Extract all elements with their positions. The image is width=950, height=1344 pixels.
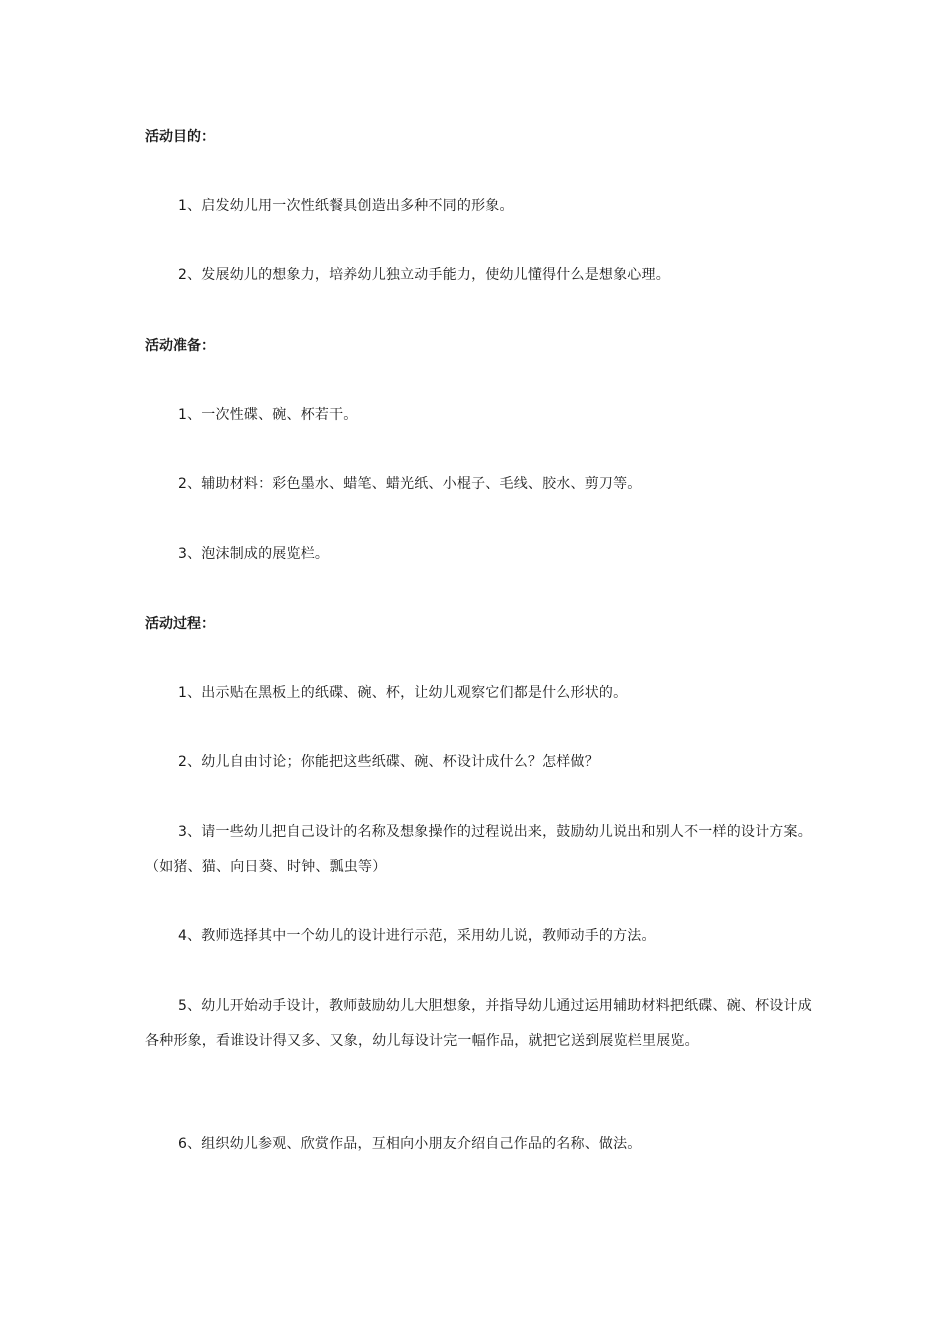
process-item-4: 4、教师选择其中一个幼儿的设计进行示范，采用幼儿说，教师动手的方法。: [178, 928, 656, 944]
preparation-item-3: 3、泡沫制成的展览栏。: [178, 546, 330, 562]
goal-item-2: 2、发展幼儿的想象力，培养幼儿独立动手能力，使幼儿懂得什么是想象心理。: [178, 267, 670, 283]
process-item-5: 5、幼儿开始动手设计，教师鼓励幼儿大胆想象，并指导幼儿通过运用辅助材料把纸碟、碗、杯设计成各种形象，看谁设计得又多、又象，幼儿每设计完一幅作品，就把它送到展览栏里展览。: [145, 998, 812, 1049]
section-heading-goals: 活动目的：: [145, 129, 215, 145]
section-heading-preparation: 活动准备：: [145, 338, 215, 354]
process-item-2: 2、幼儿自由讨论；你能把这些纸碟、碗、杯设计成什么？怎样做？: [178, 754, 599, 770]
process-item-3: 3、请一些幼儿把自己设计的名称及想象操作的过程说出来，鼓励幼儿说出和别人不一样的设计方案。（如猪、猫、向日葵、时钟、瓢虫等）: [145, 824, 812, 875]
goal-item-1: 1、启发幼儿用一次性纸餐具创造出多种不同的形象。: [178, 198, 514, 214]
preparation-item-2: 2、辅助材料：彩色墨水、蜡笔、蜡光纸、小棍子、毛线、胶水、剪刀等。: [178, 476, 642, 492]
preparation-item-1: 1、一次性碟、碗、杯若干。: [178, 407, 358, 423]
section-heading-process: 活动过程：: [145, 616, 215, 632]
process-item-1: 1、出示贴在黑板上的纸碟、碗、杯，让幼儿观察它们都是什么形状的。: [178, 685, 628, 701]
process-item-6: 6、组织幼儿参观、欣赏作品，互相向小朋友介绍自己作品的名称、做法。: [178, 1136, 642, 1152]
